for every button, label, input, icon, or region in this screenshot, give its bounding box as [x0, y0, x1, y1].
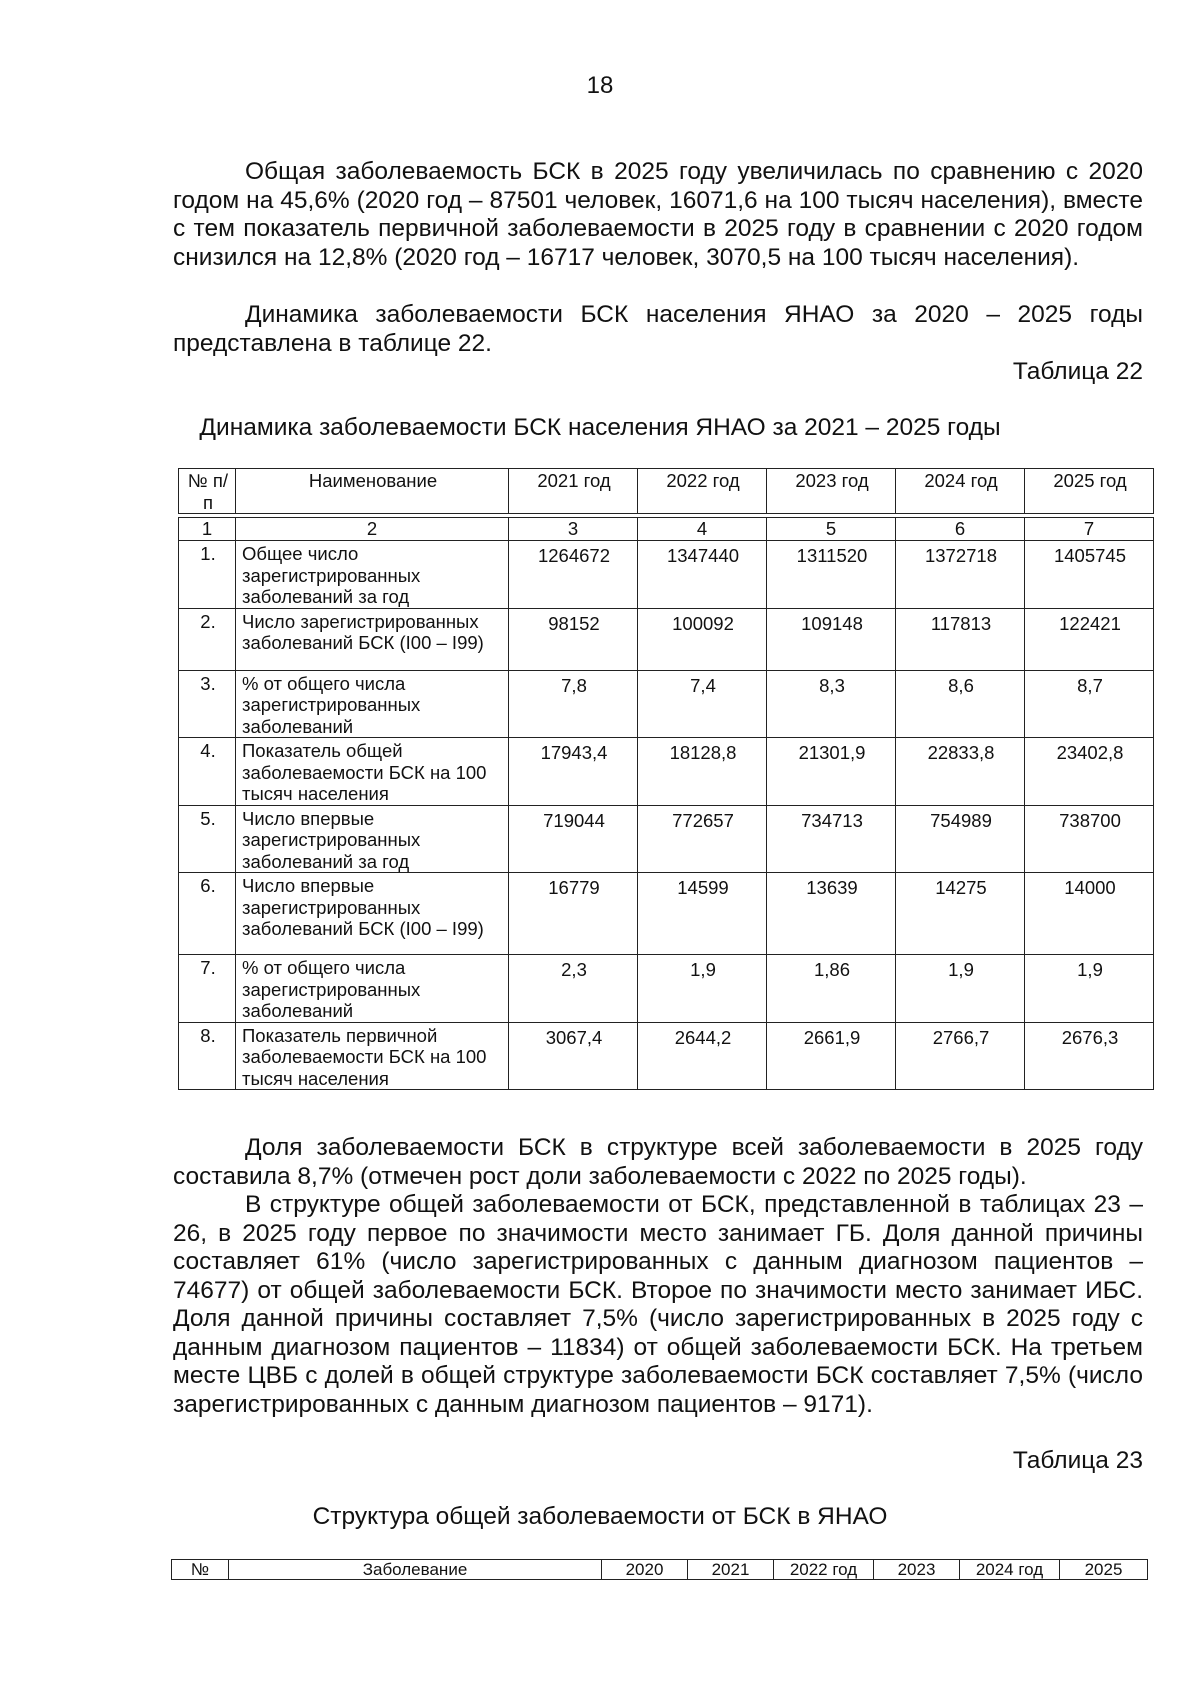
row-number: 7.: [179, 955, 236, 1023]
column-index: 7: [1025, 518, 1154, 541]
column-header: 2021 год: [509, 469, 638, 514]
paragraph-share-of-incidence: Доля заболеваемости БСК в структуре всей заболеваемости в 2025 году составила 8,7% (отмечен рост доли заболеваемости с 2022 по 2025 годы).: [173, 1134, 1143, 1190]
row-name: Показатель общей заболеваемости БСК на 100 тысяч населения: [236, 738, 509, 806]
column-header: Наименование: [236, 469, 509, 514]
row-value: 1,9: [638, 955, 767, 1023]
row-number: 3.: [179, 670, 236, 738]
row-value: 8,7: [1025, 670, 1154, 738]
row-value: 1,9: [896, 955, 1025, 1023]
row-name: Показатель первичной заболеваемости БСК на 100 тысяч населения: [236, 1022, 509, 1090]
row-value: 772657: [638, 805, 767, 873]
row-number: 2.: [179, 608, 236, 670]
row-value: 1264672: [509, 541, 638, 609]
row-value: 1405745: [1025, 541, 1154, 609]
column-header: №: [172, 1560, 229, 1580]
table-23-title: Структура общей заболеваемости от БСК в ЯНАО: [312, 1503, 888, 1530]
row-number: 1.: [179, 541, 236, 609]
row-value: 719044: [509, 805, 638, 873]
column-index-row: [179, 518, 1154, 541]
column-header: 2022 год: [638, 469, 767, 514]
table-row: [179, 670, 1154, 738]
row-value: 1347440: [638, 541, 767, 609]
row-value: 1372718: [896, 541, 1025, 609]
column-header: 2024 год: [960, 1560, 1060, 1580]
row-value: 3067,4: [509, 1022, 638, 1090]
row-name: Число зарегистрированных заболеваний БСК (I00 – I99): [236, 608, 509, 670]
row-value: 8,6: [896, 670, 1025, 738]
row-value: 23402,8: [1025, 738, 1154, 806]
row-value: 2,3: [509, 955, 638, 1023]
table-row: [179, 738, 1154, 806]
row-value: 21301,9: [767, 738, 896, 806]
table-row: [179, 541, 1154, 609]
row-value: 7,4: [638, 670, 767, 738]
row-value: 16779: [509, 873, 638, 955]
table-row: [179, 805, 1154, 873]
column-index: 2: [236, 518, 509, 541]
table-23: [171, 1559, 1148, 1580]
row-value: 734713: [767, 805, 896, 873]
column-header: 2020: [602, 1560, 688, 1580]
row-name: Число впервые зарегистрированных заболеваний за год: [236, 805, 509, 873]
column-header: 2021: [688, 1560, 774, 1580]
column-header: 2022 год: [774, 1560, 874, 1580]
row-value: 738700: [1025, 805, 1154, 873]
row-value: 1,86: [767, 955, 896, 1023]
column-header: 2025 год: [1025, 469, 1154, 514]
row-value: 18128,8: [638, 738, 767, 806]
row-value: 100092: [638, 608, 767, 670]
row-number: 8.: [179, 1022, 236, 1090]
row-value: 14000: [1025, 873, 1154, 955]
column-index: 3: [509, 518, 638, 541]
table-23-label: Таблица 23: [1012, 1447, 1143, 1474]
row-value: 2661,9: [767, 1022, 896, 1090]
column-header: 2023 год: [767, 469, 896, 514]
row-number: 4.: [179, 738, 236, 806]
row-value: 109148: [767, 608, 896, 670]
row-value: 17943,4: [509, 738, 638, 806]
column-index: 5: [767, 518, 896, 541]
column-header: 2024 год: [896, 469, 1025, 514]
table-header-row: [179, 469, 1154, 514]
row-value: 754989: [896, 805, 1025, 873]
table-22: [178, 468, 1154, 1090]
table-row: [179, 608, 1154, 670]
column-header: № п/п: [179, 469, 236, 514]
row-name: % от общего числа зарегистрированных заболеваний: [236, 670, 509, 738]
row-name: Общее число зарегистрированных заболеваний за год: [236, 541, 509, 609]
table-row: [179, 955, 1154, 1023]
column-header: Заболевание: [229, 1560, 602, 1580]
row-name: % от общего числа зарегистрированных заболеваний: [236, 955, 509, 1023]
row-value: 98152: [509, 608, 638, 670]
row-value: 1,9: [1025, 955, 1154, 1023]
row-value: 1311520: [767, 541, 896, 609]
table-row: [179, 873, 1154, 955]
row-value: 2644,2: [638, 1022, 767, 1090]
table-22-title: Динамика заболеваемости БСК населения ЯНАО за 2021 – 2025 годы: [199, 414, 1001, 441]
row-value: 14599: [638, 873, 767, 955]
row-value: 2676,3: [1025, 1022, 1154, 1090]
paragraph-incidence-summary: Общая заболеваемость БСК в 2025 году увеличилась по сравнению с 2020 годом на 45,6% (2020 год – 87501 человек, 16071,6 на 100 тысяч населения), вместе с тем показатель первичной заболеваемости в 2025 году в сравнении с 2020 годом снизился на 12,8% (2020 год – 16717 человек, 3070,5 на 100 тысяч населения).: [173, 158, 1143, 271]
row-value: 14275: [896, 873, 1025, 955]
page-number: 18: [586, 72, 614, 99]
column-header: 2023: [874, 1560, 960, 1580]
row-value: 122421: [1025, 608, 1154, 670]
row-value: 13639: [767, 873, 896, 955]
row-number: 5.: [179, 805, 236, 873]
row-value: 7,8: [509, 670, 638, 738]
paragraph-dynamics-intro: Динамика заболеваемости БСК населения ЯНАО за 2020 – 2025 годы представлена в таблице 22.: [173, 301, 1143, 357]
column-header: 2025: [1060, 1560, 1148, 1580]
row-value: 2766,7: [896, 1022, 1025, 1090]
table-header-row: [172, 1560, 1148, 1580]
column-index: 6: [896, 518, 1025, 541]
row-name: Число впервые зарегистрированных заболеваний БСК (I00 – I99): [236, 873, 509, 955]
row-value: 22833,8: [896, 738, 1025, 806]
column-index: 4: [638, 518, 767, 541]
row-value: 117813: [896, 608, 1025, 670]
row-number: 6.: [179, 873, 236, 955]
column-index: 1: [179, 518, 236, 541]
row-value: 8,3: [767, 670, 896, 738]
table-22-label: Таблица 22: [1012, 358, 1143, 385]
paragraph-structure-description: В структуре общей заболеваемости от БСК, представленной в таблицах 23 – 26, в 2025 году первое по значимости место занимает ГБ. Доля данной причины составляет 61% (число зарегистрированных с данным диагнозом пациентов – 74677) от общей заболеваемости БСК. Второе по значимости место занимает ИБС. Доля данной причины составляет 7,5% (число зарегистрированных в 2025 году с данным диагнозом пациентов – 11834) от общей заболеваемости БСК. На третьем месте ЦВБ с долей в общей структуре заболеваемости БСК составляет 7,5% (число зарегистрированных с данным диагнозом пациентов – 9171).: [173, 1191, 1143, 1418]
table-row: [179, 1022, 1154, 1090]
